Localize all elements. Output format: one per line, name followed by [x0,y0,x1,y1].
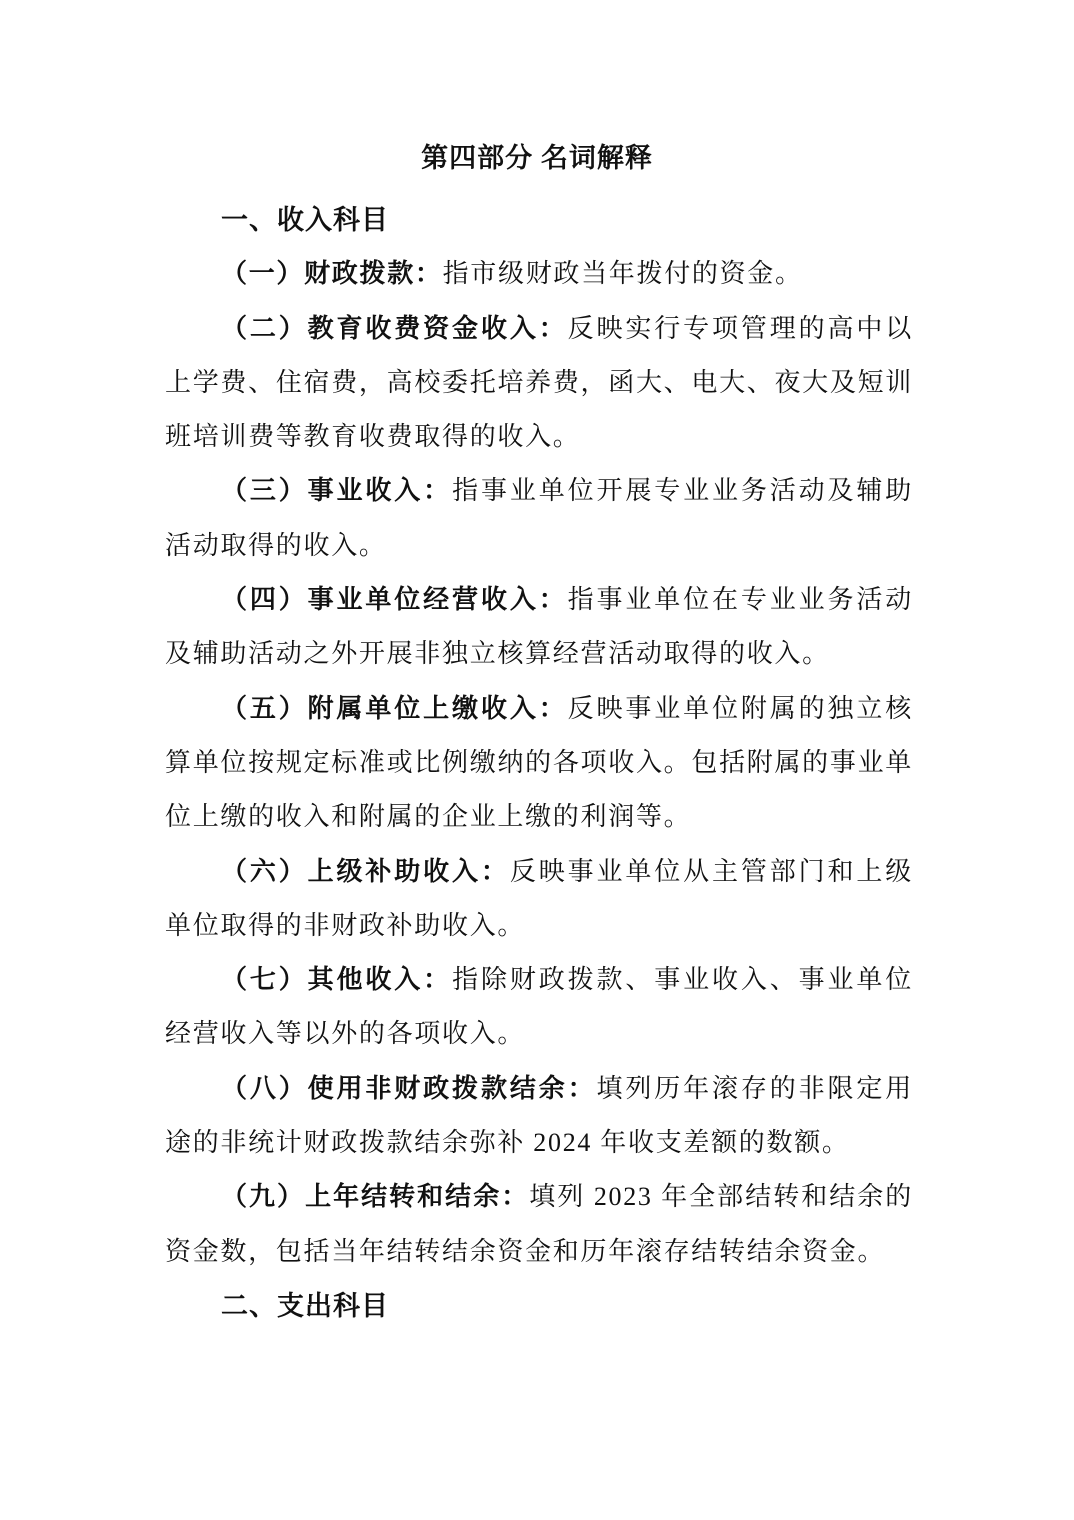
definition-term: （二）教育收费资金收入： [221,313,568,343]
income-definitions [165,247,913,1279]
definition-paragraph [165,302,913,465]
definition-text: 填列 2023 年全部结转和结余的资金数，包括当年结转结余资金和历年滚存结转结余资金。 [165,1182,914,1266]
definition-term: （六）上级补助收入： [221,856,510,886]
document-body [165,193,913,1333]
definition-term: （三）事业收入： [221,476,453,506]
definition-paragraph [165,464,913,573]
definition-paragraph [165,953,913,1062]
definition-term: （四）事业单位经营收入： [221,585,568,615]
definition-text: 填列历年滚存的非限定用途的非统计财政拨款结余弥补 2024 年收支差额的数额。 [165,1073,913,1158]
definition-paragraph [165,247,913,301]
definition-term: （七）其他收入： [221,965,453,995]
definition-paragraph [165,682,913,845]
definition-text: 指事业单位在专业业务活动及辅助活动之外开展非独立核算经营活动取得的收入。 [165,585,913,669]
definition-text: 反映事业单位从主管部门和上级单位取得的非财政补助收入。 [165,856,913,940]
definition-text: 反映事业单位附属的独立核算单位按规定标准或比例缴纳的各项收入。包括附属的事业单位上缴的收入和附属的企业上缴的利润等。 [165,693,913,832]
section-heading-expenditure: 二、支出科目 [221,1290,389,1321]
definition-paragraph [165,573,913,682]
definition-term: （五）附属单位上缴收入： [221,693,568,723]
section-heading-income: 一、收入科目 [221,205,389,235]
definition-term: （九）上年结转和结余： [221,1182,530,1212]
definition-paragraph [165,1062,913,1171]
definition-text: 指除财政拨款、事业收入、事业单位经营收入等以外的各项收入。 [165,965,913,1049]
definition-paragraph [165,845,913,954]
definition-text: 指市级财政当年拨付的资金。 [442,259,803,289]
definition-term: （一）财政拨款： [221,259,443,289]
definition-text: 指事业单位开展专业业务活动及辅助活动取得的收入。 [165,476,913,560]
definition-term: （八）使用非财政拨款结余： [221,1073,597,1103]
definition-text: 反映实行专项管理的高中以上学费、住宿费，高校委托培养费，函大、电大、夜大及短训班培训费等教育收费取得的收入。 [165,313,913,452]
page-title: 第四部分 名词解释 [421,143,653,173]
definition-paragraph [165,1170,913,1279]
